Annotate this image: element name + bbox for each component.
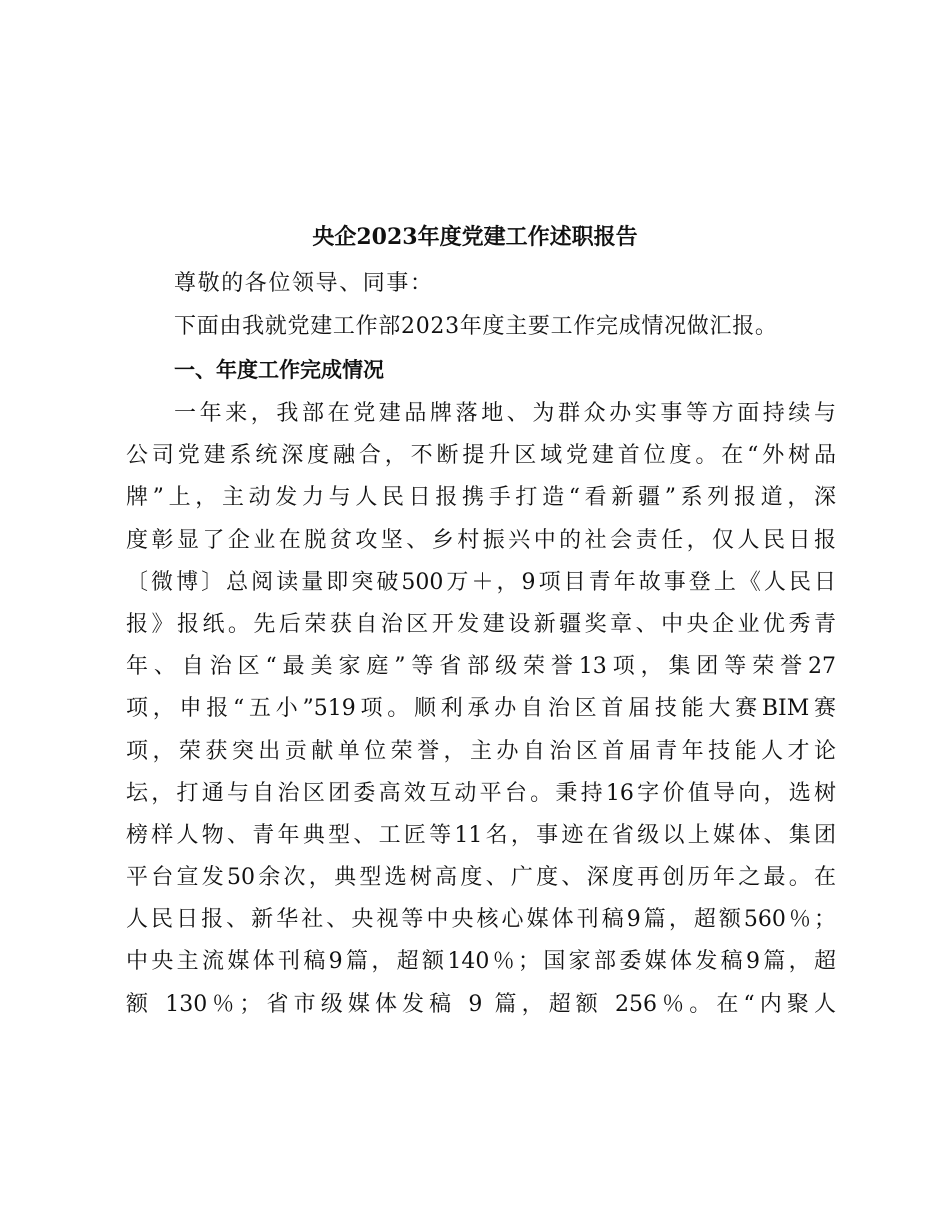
body-line: 项，荣获突出贡献单位荣誉，主办自治区首届青年技能人才论	[126, 738, 836, 764]
document-title: 央企2023年度党建工作述职报告	[312, 224, 638, 250]
body-paragraph	[126, 393, 836, 1026]
body-line: 平台宣发50余次，典型选树高度、广度、深度再创历年之最。在	[126, 865, 836, 891]
section-heading: 一、年度工作完成情况	[174, 358, 384, 382]
body-line: 榜样人物、青年典型、工匠等11名，事迹在省级以上媒体、集团	[126, 822, 836, 848]
body-line: 坛，打通与自治区团委高效互动平台。秉持16字价值导向，选树	[126, 780, 836, 806]
body-line: 年、自治区“最美家庭”等省部级荣誉13项，集团等荣誉27	[126, 654, 836, 680]
body-line: 公司党建系统深度融合，不断提升区域党建首位度。在“外树品	[126, 443, 836, 469]
body-line: 项，申报“五小”519项。顺利承办自治区首届技能大赛BIM赛	[126, 696, 836, 722]
body-line: 牌”上，主动发力与人民日报携手打造“看新疆”系列报道，深	[126, 485, 836, 511]
body-line: 额 130％；省市级媒体发稿 9 篇，超额 256％。在“内聚人	[126, 991, 836, 1017]
body-line: 中央主流媒体刊稿9篇，超额140％；国家部委媒体发稿9篇，超	[126, 949, 836, 975]
greeting-paragraph: 尊敬的各位领导、同事：	[174, 271, 434, 296]
body-line: 报》报纸。先后荣获自治区开发建设新疆奖章、中央企业优秀青	[126, 611, 836, 637]
body-line: 〔微博〕总阅读量即突破500万＋，9项目青年故事登上《人民日	[126, 569, 836, 595]
body-line: 度彰显了企业在脱贫攻坚、乡村振兴中的社会责任，仅人民日报	[126, 527, 836, 553]
body-line: 一年来，我部在党建品牌落地、为群众办实事等方面持续与	[174, 401, 836, 426]
body-line: 人民日报、新华社、央视等中央核心媒体刊稿9篇，超额560％；	[126, 907, 836, 933]
intro-paragraph: 下面由我就党建工作部2023年度主要工作完成情况做汇报。	[174, 314, 778, 339]
